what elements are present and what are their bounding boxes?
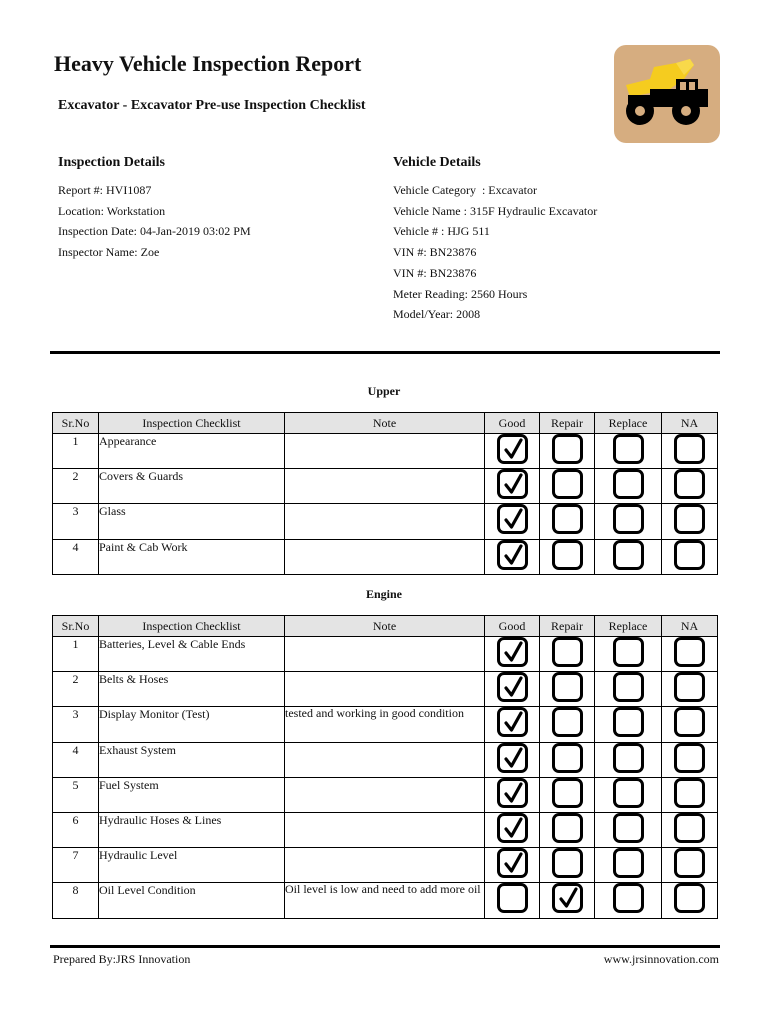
note-cell: [285, 504, 485, 539]
row-number: 1: [53, 637, 99, 672]
status-cell-replace: [595, 742, 662, 777]
good-checkbox[interactable]: [497, 637, 528, 667]
location: Location: Workstation: [58, 204, 166, 218]
row-number: 4: [53, 539, 99, 574]
good-checkbox[interactable]: [497, 813, 528, 843]
column-header-note: Note: [285, 616, 485, 637]
replace-checkbox[interactable]: [613, 434, 644, 464]
status-cell-repair: [540, 504, 595, 539]
status-cell-replace: [595, 848, 662, 883]
checkmark-icon: [503, 438, 524, 460]
checkmark-icon: [503, 508, 524, 530]
vehicle-number: Vehicle # : HJG 511: [393, 224, 490, 238]
checklist-item: Appearance: [99, 434, 285, 469]
status-cell-repair: [540, 672, 595, 707]
table-row: [53, 434, 718, 469]
checklist-item: Display Monitor (Test): [99, 707, 285, 742]
replace-checkbox[interactable]: [613, 848, 644, 878]
status-cell-replace: [595, 812, 662, 847]
checkmark-icon: [503, 817, 524, 839]
row-number: 8: [53, 883, 99, 918]
note-cell: [285, 469, 485, 504]
status-cell-replace: [595, 777, 662, 812]
table-row: [53, 777, 718, 812]
vin-number: VIN #: BN23876: [393, 266, 477, 280]
status-cell-good: [485, 434, 540, 469]
status-cell-na: [662, 742, 718, 777]
row-number: 6: [53, 812, 99, 847]
good-checkbox[interactable]: [497, 540, 528, 570]
note-cell: tested and working in good condition: [285, 707, 485, 742]
status-cell-replace: [595, 637, 662, 672]
group-title-upper: Upper: [367, 384, 401, 398]
table-row: [53, 707, 718, 742]
note-cell: [285, 672, 485, 707]
report-number: Report #: HVI1087: [58, 183, 152, 197]
status-cell-good: [485, 707, 540, 742]
status-cell-good: [485, 742, 540, 777]
column-header-note: Note: [285, 413, 485, 434]
replace-checkbox[interactable]: [613, 540, 644, 570]
status-cell-good: [485, 637, 540, 672]
section-divider: [50, 351, 720, 354]
checkmark-icon: [503, 747, 524, 769]
good-checkbox[interactable]: [497, 672, 528, 702]
good-checkbox[interactable]: [497, 778, 528, 808]
status-cell-good: [485, 848, 540, 883]
status-cell-good: [485, 812, 540, 847]
status-cell-replace: [595, 434, 662, 469]
column-header-na: NA: [662, 616, 718, 637]
report-subtitle: Excavator - Excavator Pre-use Inspection Checklist: [58, 98, 366, 113]
repair-checkbox[interactable]: [552, 672, 583, 702]
table-row: [53, 637, 718, 672]
repair-checkbox[interactable]: [552, 778, 583, 808]
note-cell: [285, 637, 485, 672]
na-checkbox[interactable]: [674, 883, 705, 913]
repair-checkbox[interactable]: [552, 434, 583, 464]
status-cell-na: [662, 637, 718, 672]
checklist-item: Batteries, Level & Cable Ends: [99, 637, 285, 672]
status-cell-good: [485, 777, 540, 812]
note-cell: [285, 777, 485, 812]
checkmark-icon: [503, 711, 524, 733]
status-cell-replace: [595, 707, 662, 742]
na-checkbox[interactable]: [674, 813, 705, 843]
repair-checkbox[interactable]: [552, 883, 583, 913]
status-cell-repair: [540, 742, 595, 777]
replace-checkbox[interactable]: [613, 707, 644, 737]
column-header-srno: Sr.No: [53, 413, 99, 434]
checkmark-icon: [503, 641, 524, 663]
note-cell: Oil level is low and need to add more oil: [285, 883, 485, 918]
footer-divider: [50, 945, 720, 948]
checklist-table-engine: [52, 615, 718, 919]
checklist-item: Hydraulic Hoses & Lines: [99, 812, 285, 847]
note-cell: [285, 812, 485, 847]
checkmark-icon: [503, 852, 524, 874]
column-header-repair: Repair: [540, 616, 595, 637]
status-cell-na: [662, 883, 718, 918]
status-cell-good: [485, 539, 540, 574]
repair-checkbox[interactable]: [552, 504, 583, 534]
replace-checkbox[interactable]: [613, 743, 644, 773]
na-checkbox[interactable]: [674, 469, 705, 499]
na-checkbox[interactable]: [674, 743, 705, 773]
status-cell-repair: [540, 469, 595, 504]
status-cell-na: [662, 469, 718, 504]
status-cell-repair: [540, 637, 595, 672]
note-cell: [285, 539, 485, 574]
status-cell-repair: [540, 539, 595, 574]
checklist-item: Oil Level Condition: [99, 883, 285, 918]
repair-checkbox[interactable]: [552, 743, 583, 773]
repair-checkbox[interactable]: [552, 637, 583, 667]
row-number: 5: [53, 777, 99, 812]
checkmark-icon: [503, 544, 524, 566]
table-row: [53, 742, 718, 777]
table-row: [53, 539, 718, 574]
table-header-row: [53, 413, 718, 434]
good-checkbox[interactable]: [497, 504, 528, 534]
repair-checkbox[interactable]: [552, 848, 583, 878]
table-row: [53, 672, 718, 707]
na-checkbox[interactable]: [674, 504, 705, 534]
model-year: Model/Year: 2008: [393, 307, 481, 321]
na-checkbox[interactable]: [674, 778, 705, 808]
status-cell-replace: [595, 883, 662, 918]
replace-checkbox[interactable]: [613, 883, 644, 913]
status-cell-replace: [595, 504, 662, 539]
dump-truck-icon: [614, 45, 720, 143]
na-checkbox[interactable]: [674, 848, 705, 878]
table-row: [53, 848, 718, 883]
checkmark-icon: [503, 782, 524, 804]
status-cell-na: [662, 504, 718, 539]
good-checkbox[interactable]: [497, 883, 528, 913]
meter-reading: Meter Reading: 2560 Hours: [393, 287, 528, 301]
status-cell-repair: [540, 883, 595, 918]
repair-checkbox[interactable]: [552, 707, 583, 737]
checkmark-icon: [503, 676, 524, 698]
status-cell-repair: [540, 777, 595, 812]
checklist-item: Covers & Guards: [99, 469, 285, 504]
column-header-good: Good: [485, 616, 540, 637]
status-cell-good: [485, 672, 540, 707]
column-header-na: NA: [662, 413, 718, 434]
inspection-details-heading: Inspection Details: [58, 155, 165, 170]
status-cell-replace: [595, 672, 662, 707]
repair-checkbox[interactable]: [552, 540, 583, 570]
row-number: 4: [53, 742, 99, 777]
row-number: 3: [53, 707, 99, 742]
good-checkbox[interactable]: [497, 469, 528, 499]
table-row: [53, 504, 718, 539]
checkmark-icon: [558, 887, 579, 909]
repair-checkbox[interactable]: [552, 813, 583, 843]
vehicle-name: Vehicle Name : 315F Hydraulic Excavator: [393, 204, 598, 218]
row-number: 2: [53, 469, 99, 504]
status-cell-na: [662, 812, 718, 847]
status-cell-replace: [595, 469, 662, 504]
checklist-item: Fuel System: [99, 777, 285, 812]
row-number: 1: [53, 434, 99, 469]
good-checkbox[interactable]: [497, 848, 528, 878]
table-row: [53, 812, 718, 847]
status-cell-na: [662, 434, 718, 469]
column-header-replace: Replace: [595, 413, 662, 434]
status-cell-na: [662, 539, 718, 574]
status-cell-na: [662, 707, 718, 742]
na-checkbox[interactable]: [674, 637, 705, 667]
replace-checkbox[interactable]: [613, 778, 644, 808]
table-header-row: [53, 616, 718, 637]
website: www.jrsinnovation.com: [603, 952, 719, 966]
status-cell-na: [662, 777, 718, 812]
note-cell: [285, 742, 485, 777]
inspection-date: Inspection Date: 04-Jan-2019 03:02 PM: [58, 224, 251, 238]
na-checkbox[interactable]: [674, 707, 705, 737]
status-cell-good: [485, 504, 540, 539]
checklist-item: Glass: [99, 504, 285, 539]
column-header-checklist: Inspection Checklist: [99, 413, 285, 434]
status-cell-repair: [540, 848, 595, 883]
checkmark-icon: [503, 473, 524, 495]
note-cell: [285, 434, 485, 469]
column-header-replace: Replace: [595, 616, 662, 637]
row-number: 7: [53, 848, 99, 883]
repair-checkbox[interactable]: [552, 469, 583, 499]
column-header-checklist: Inspection Checklist: [99, 616, 285, 637]
table-row: [53, 883, 718, 918]
status-cell-good: [485, 469, 540, 504]
column-header-repair: Repair: [540, 413, 595, 434]
checklist-table-upper: [52, 412, 718, 575]
prepared-by: Prepared By:JRS Innovation: [53, 952, 191, 966]
replace-checkbox[interactable]: [613, 672, 644, 702]
status-cell-na: [662, 848, 718, 883]
row-number: 3: [53, 504, 99, 539]
vehicle-category: Vehicle Category : Excavator: [393, 183, 537, 197]
good-checkbox[interactable]: [497, 743, 528, 773]
na-checkbox[interactable]: [674, 540, 705, 570]
replace-checkbox[interactable]: [613, 504, 644, 534]
checklist-item: Exhaust System: [99, 742, 285, 777]
table-row: [53, 469, 718, 504]
replace-checkbox[interactable]: [613, 813, 644, 843]
column-header-good: Good: [485, 413, 540, 434]
checklist-item: Hydraulic Level: [99, 848, 285, 883]
status-cell-repair: [540, 434, 595, 469]
note-cell: [285, 848, 485, 883]
status-cell-repair: [540, 812, 595, 847]
good-checkbox[interactable]: [497, 434, 528, 464]
report-title: Heavy Vehicle Inspection Report: [54, 51, 362, 76]
inspector-name: Inspector Name: Zoe: [58, 245, 160, 259]
vin-number: VIN #: BN23876: [393, 245, 477, 259]
na-checkbox[interactable]: [674, 434, 705, 464]
group-title-engine: Engine: [365, 587, 402, 601]
status-cell-repair: [540, 707, 595, 742]
status-cell-replace: [595, 539, 662, 574]
checklist-item: Belts & Hoses: [99, 672, 285, 707]
replace-checkbox[interactable]: [613, 637, 644, 667]
vehicle-details-heading: Vehicle Details: [393, 155, 481, 170]
replace-checkbox[interactable]: [613, 469, 644, 499]
status-cell-na: [662, 672, 718, 707]
column-header-srno: Sr.No: [53, 616, 99, 637]
row-number: 2: [53, 672, 99, 707]
good-checkbox[interactable]: [497, 707, 528, 737]
checklist-item: Paint & Cab Work: [99, 539, 285, 574]
status-cell-good: [485, 883, 540, 918]
na-checkbox[interactable]: [674, 672, 705, 702]
